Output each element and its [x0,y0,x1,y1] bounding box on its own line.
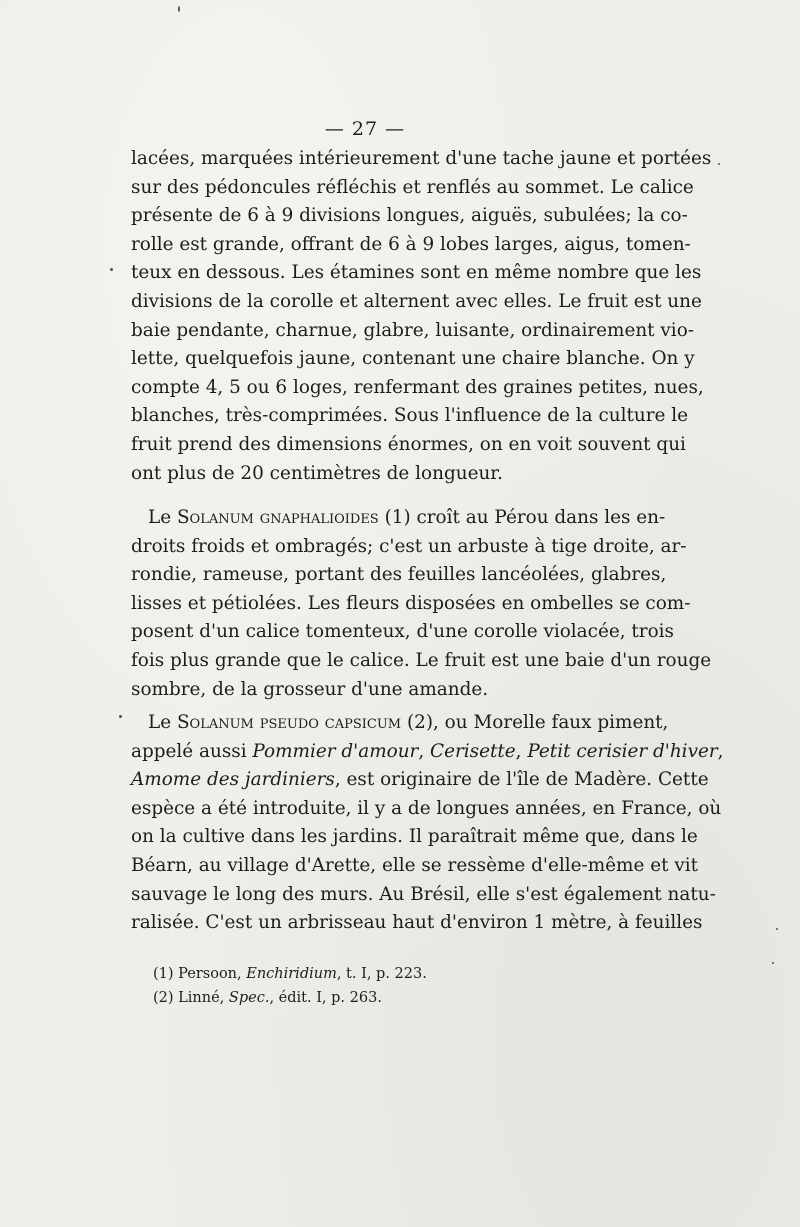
print-speck [718,163,720,165]
footnote-reference: , t. I, p. 223. [336,966,427,982]
common-name: Pommier d'amour [252,740,419,762]
footnote-marker: (1) [153,966,179,982]
common-name: Petit cerisier d'hiver [527,740,718,762]
paragraph-3 [131,709,724,938]
footnote-2 [153,986,427,1010]
text-line: baie pendante, charnue, glabre, luisante, ordinairement vio- [131,319,694,341]
text-line [131,738,724,767]
species-name: Solanum pseudo capsicum [176,712,402,733]
footnote-author: Linné, [178,990,229,1006]
text-line: sur des pédoncules réfléchis et renflés au sommet. Le calice [131,176,694,198]
separator: , [418,740,431,762]
footnote-reference: , édit. I, p. 263. [269,990,382,1006]
common-name: Amome des jardiniers [131,769,335,791]
text-line: on la cultive dans les jardins. Il paraîtrait même que, dans le [131,826,698,848]
text-line: sauvage le long des murs. Au Brésil, elle s'est également natu- [131,883,716,905]
separator: , [515,740,528,762]
text-line: rondie, rameuse, portant des feuilles lancéolées, glabres, [131,564,667,586]
text-line [131,766,709,795]
text-line: fois plus grande que le calice. Le fruit est une baie d'un rouge [131,649,712,671]
footnote-author: Persoon, [178,966,247,982]
text-line: espèce a été introduite, il y a de longues années, en France, où [131,797,722,819]
line-pre: appelé aussi [131,740,253,762]
footnote-1 [153,962,427,986]
text-line: compte 4, 5 ou 6 loges, renfermant des graines petites, nues, [131,376,704,398]
print-speck [178,6,180,12]
print-speck [119,715,122,718]
text-line: lacées, marquées intérieurement d'une tache jaune et portées [131,148,712,169]
text-line: fruit prend des dimensions énormes, on en voit souvent qui [131,433,686,455]
footnotes [153,962,427,1010]
paragraph-2 [131,504,712,704]
line-rest: (2), ou Morelle faux piment, [401,712,669,733]
paragraph-lead: Le [148,507,177,528]
common-name: Cerisette [430,740,516,762]
text-line: lette, quelquefois jaune, contenant une chaire blanche. On y [131,348,695,370]
text-line: présente de 6 à 9 divisions longues, aiguës, subulées; la co- [131,205,688,227]
species-name: Solanum gnaphalioides [176,507,379,528]
separator: , [717,740,724,762]
footnote-marker: (2) [153,990,179,1006]
text-line: ralisée. C'est un arbrisseau haut d'environ 1 mètre, à feuilles [131,912,703,934]
footnote-title: Enchiridium [246,966,337,982]
page-number: — 27 — [324,118,406,140]
text-line: sombre, de la grosseur d'une amande. [131,678,489,700]
text-line: posent d'un calice tomenteux, d'une corolle violacée, trois [131,621,674,643]
text-line: divisions de la corolle et alternent avec elles. Le fruit est une [131,290,702,312]
paragraph-1 [131,145,712,488]
text-line: ont plus de 20 centimètres de longueur. [131,462,503,484]
text-line: teux en dessous. Les étamines sont en même nombre que les [131,262,702,284]
text-line: lisses et pétiolées. Les fleurs disposées en ombelles se com- [131,592,691,614]
print-speck [110,268,113,271]
text-line [131,709,669,738]
line-rest: , est originaire de l'île de Madère. Cette [334,769,709,791]
text-line: Béarn, au village d'Arette, elle se ressème d'elle-même et vit [131,854,698,876]
text-line [131,504,666,533]
footnote-title: Spec. [228,990,270,1006]
print-speck [772,962,774,964]
print-speck [776,928,778,930]
line-rest: (1) croît au Pérou dans les en- [378,507,666,528]
text-line: droits froids et ombragés; c'est un arbuste à tige droite, ar- [131,535,687,557]
text-line: blanches, très-comprimées. Sous l'influence de la culture le [131,405,688,427]
text-line: rolle est grande, offrant de 6 à 9 lobes larges, aigus, tomen- [131,233,691,255]
paragraph-lead: Le [148,712,177,733]
